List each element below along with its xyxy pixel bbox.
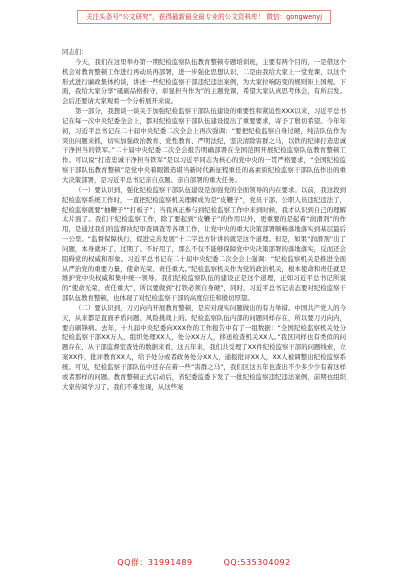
footer-contact — [0, 557, 408, 568]
paragraph: 第一部分，我想谈一谈关于加强纪检监察干部队伍建设的重要性和紧迫性XXX以来，习近平总书记在每一次中央纪委全会上，都对纪检监察干部队伍建设提出了重要要求，寄予了殷切希望。今年年初，习近平总书记在二十届中央纪委二次全会上再次强调：“要把纪检监察自身过硬，纯洁队伍作为突出问题来抓，切实加强政治教育、党性教育、严明法纪，坚决清除害群之马，以铁的纪律打造忠诚干净担当的铁军。”二十届中央纪委二次全会报告明确部署在全国范围开展纪检监察队伍教育整顿工作。可以说“打造忠诚干净担当铁军”是以习近平同志为核心的党中央的一贯严格要求，“全国纪检监察干部队伍教育整顿”是党中央着眼锻造堪当新时代新征程重任的高素质纪检监察干部队伍作出的重大决策部署，是习近平总书记亲自点题、亲自部署的重大任务。 — [62, 107, 346, 184]
paragraph: （二）要认识到，刀刃向内开展教育整顿，是应对现实问题做出的有力举措。中国共产党人的今天，从来都是直面矛盾问题、风险挑战上的。纪检监察队伍内部的问题同样存在，所以要刀刃向内，要自刷锋病。去年，十九届中央纪委向XXX作的工作报告中有了一组数据：“全国纪检监察机关处分纪检监察干部XX万人，组织处理XX人，处分XX万人，移送检查机关XX人。”我区同样也有类似的问题存在，从干部监督室查处的数据来看，这五年来，我们共受理了XX件纪检监察干部的问题线索，立案XX件，批评教育XX人，给予处分或者政务处分XX人，通报批评XX人，XX人被调整出纪检监察系统。可见，纪检监察干部队伍中还存在着一些“害群之马”，我们区这五年也查出不少多少少有着这样或者那样的问题。教育整顿正式启动后，省纪委监委下发了一批纪检监察违纪违法案例，前期也组织大家传阅学习了。我们不难发现，从这些案 — [62, 303, 346, 391]
qq-contact: QQ:535304092 — [223, 558, 291, 567]
paragraph: （一）要认识到，强化纪检监察干部队伍建设是加强党的全面领导的内在要求。以前，我这段到纪检监察系统工作时，一直把纪检监察机关理解成为是“皮鞭子”，党员干部、公职人员违纪违法了，纪检监察就要“抽鞭子”“打板子”；当我真正参与到纪检监察工作中来到时候，我才认识到自己的理解太片面了。我们干纪检监察工作，除了要起到“皮鞭子”的作用以外，更重要的是起着“润滑剂”的作用，是通过我们的监督执纪审查调查等各项工作，让党中央的重大决策部署顺畅落地落实到基层最后一公里。“监督保障执行，促进完善发展”十二字总方针讲的就是这个道理。但是，如果“润滑剂”出了问题，本身就坏了、过期了、不好用了，那么不仅不能够保障党中央决策部署的落地落实，反而还会阻碍党的权威和形象。习近平总书记在二十届中央纪委二次全会上强调：“纪检监察机关是推进全面从严治党的重要力量，使命光荣、责任重大。”纪检监察机关作为党的政治机关，根本使命和责任就是维护党中央权威和集中统一领导。我们纪检监察队伍的建设正是这个道理，正如习近平总书记所说的“使命光荣、责任重大”，所以要做到“打铁必须自身硬”，同时，习近平总书记表态要对纪检监察干部队伍教育整顿，也体现了对纪检监察干部的高度信任和殷切厚望。 — [62, 185, 346, 303]
paragraph: 今天，我们在这里举办第一期纪检监察队伍教育整顿专题培训班，主要有两个目的，一是借这个机会对教育整顿工作进行再动员再部署，进一步强化思想认识，二是由我给大家上一堂党课，以这个形式进行廉政集体约谈，讲述一些纪检监察干部违纪违法案例，为大家拉响防变的规则矩上国规。下面，我给大家分享“砥砺品格推守，彰显担当作为”的主题党课，希望大家认真思考体会，有所启发。会后还要请大家观看一个分析展开来说。 — [62, 57, 346, 106]
salutation: 同志们： — [62, 48, 88, 56]
banner-notice — [77, 10, 331, 24]
header-banner — [0, 0, 408, 34]
qq-group: QQ群：31991489 — [117, 558, 193, 567]
document-body — [62, 48, 346, 393]
banner-line: 关注头条号“公文研究”，获得最新最全最专业的公文资料库！ 微信：gongwenyj — [85, 13, 323, 21]
